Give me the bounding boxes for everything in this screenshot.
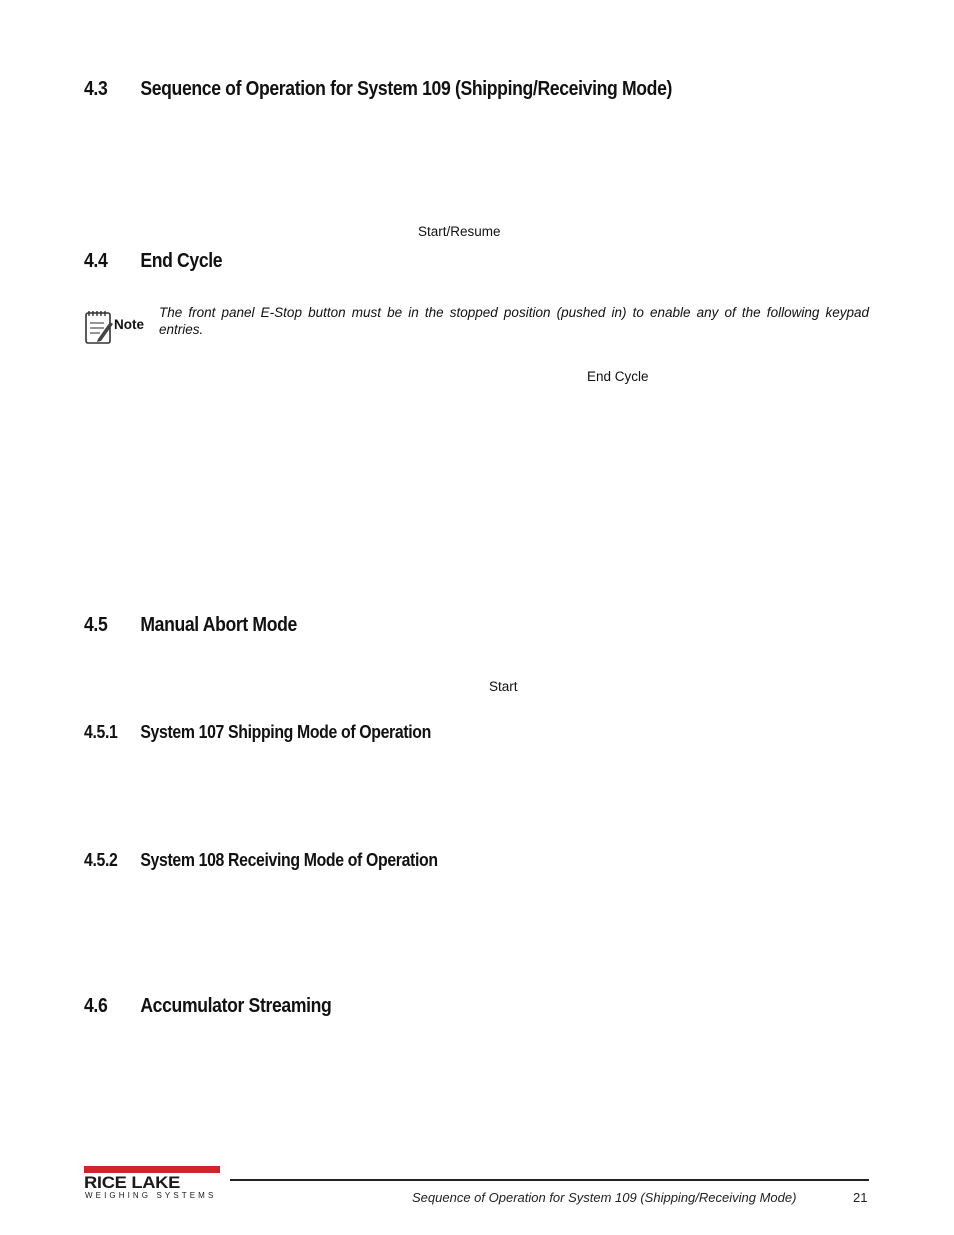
logo-red-bar <box>84 1166 220 1173</box>
section-title: Accumulator Streaming <box>140 995 332 1017</box>
section-heading-4-4 <box>84 250 222 273</box>
notepad-icon <box>84 309 114 345</box>
start-resume-key-label: Start/Resume <box>418 224 501 239</box>
note-text: The front panel E-Stop button must be in the stopped position (pushed in) to enable any of the following keypad entries. <box>159 305 869 337</box>
section-heading-4-5-2 <box>84 850 438 871</box>
logo-subtitle: WEIGHING SYSTEMS <box>85 1191 217 1200</box>
footer-running-title: Sequence of Operation for System 109 (Shipping/Receiving Mode) <box>412 1190 797 1205</box>
note-callout <box>84 309 154 345</box>
section-title: Manual Abort Mode <box>140 614 297 636</box>
section-number: 4.4 <box>84 250 108 272</box>
start-key-label: Start <box>489 679 518 694</box>
page-number: 21 <box>853 1190 868 1205</box>
section-title: System 108 Receiving Mode of Operation <box>140 850 438 870</box>
end-cycle-key-label: End Cycle <box>587 369 649 384</box>
section-heading-4-3 <box>84 78 672 101</box>
section-heading-4-5 <box>84 614 297 637</box>
logo-brand-text: RICE LAKE <box>84 1173 181 1192</box>
section-number: 4.5.2 <box>84 850 118 870</box>
section-number: 4.5 <box>84 614 108 636</box>
section-number: 4.5.1 <box>84 722 118 742</box>
section-title: End Cycle <box>140 250 223 272</box>
rice-lake-logo <box>84 1166 222 1202</box>
section-number: 4.6 <box>84 995 108 1017</box>
section-title: Sequence of Operation for System 109 (Shipping/Receiving Mode) <box>140 78 673 100</box>
section-heading-4-6 <box>84 995 331 1018</box>
footer-rule <box>230 1179 869 1181</box>
section-title: System 107 Shipping Mode of Operation <box>140 722 431 742</box>
note-label: Note <box>114 317 144 332</box>
section-number: 4.3 <box>84 78 108 100</box>
section-heading-4-5-1 <box>84 722 431 743</box>
